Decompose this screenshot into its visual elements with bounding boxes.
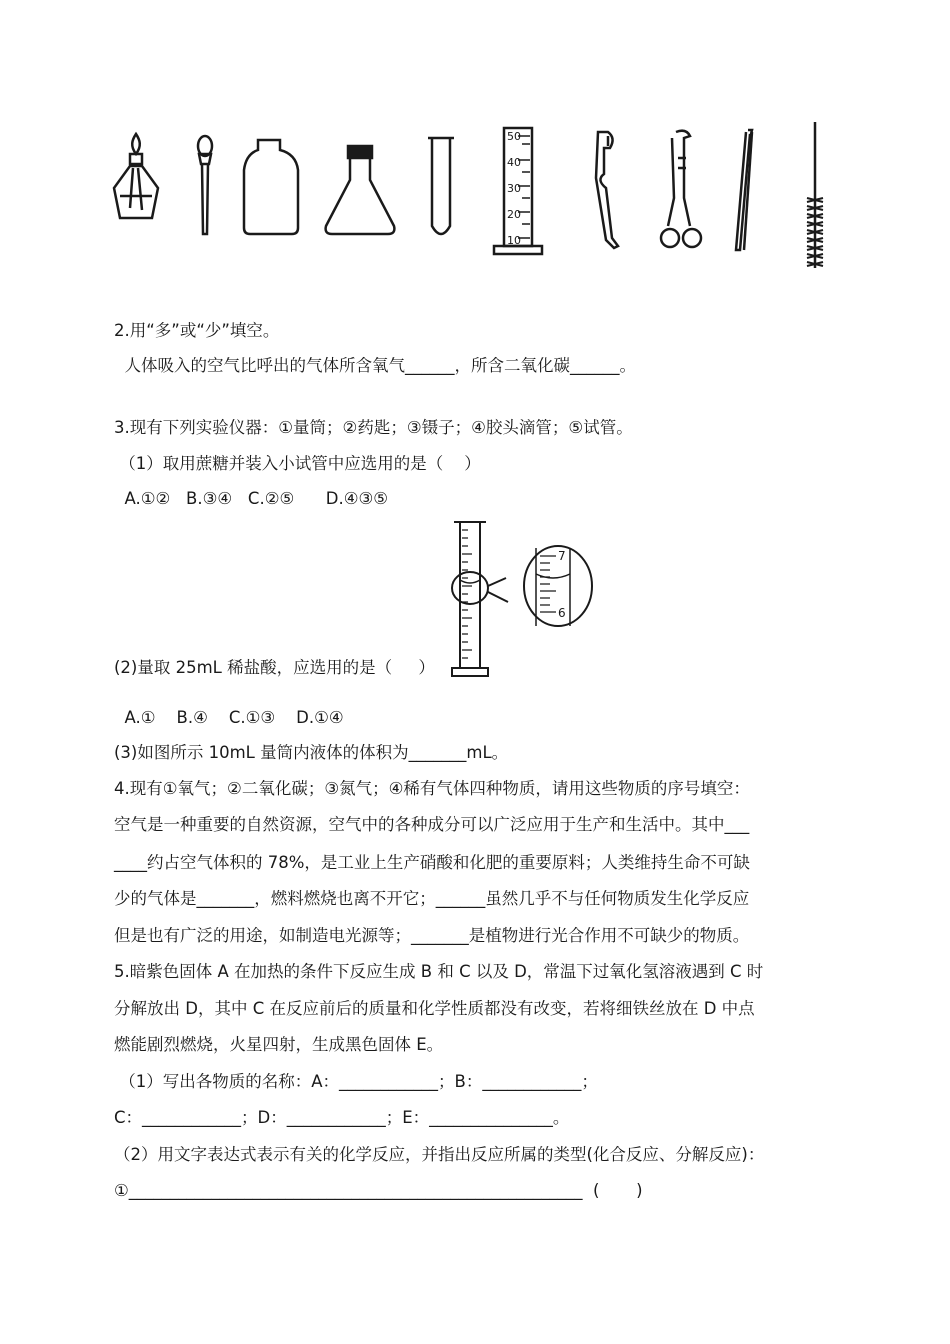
cyl-tick-50: 50 xyxy=(507,130,521,143)
q3-part1-options: A.①② B.③④ C.②⑤ D.④③⑤ xyxy=(114,489,389,508)
cyl-tick-40: 40 xyxy=(507,156,521,169)
magnified-view xyxy=(524,546,592,626)
magnified-tick-6: 6 xyxy=(558,606,566,620)
q2-body: 人体吸入的空气比呼出的气体所含氧气______，所含二氧化碳______。 xyxy=(114,356,636,375)
q3-part2: (2)量取 25mL 稀盐酸，应选用的是（ ） xyxy=(114,658,435,677)
magnify-circle-small xyxy=(452,572,488,604)
q3-part2-options: A.① B.④ C.①③ D.①④ xyxy=(114,708,344,727)
cyl-tick-20: 20 xyxy=(507,208,521,221)
reagent-bottle-icon xyxy=(244,140,298,234)
q4-body-4: 但是也有广泛的用途，如制造电光源等；_______是植物进行光合作用不可缺少的物质。 xyxy=(114,926,750,945)
dropper-icon xyxy=(198,136,212,234)
conical-flask-icon xyxy=(326,146,395,234)
alcohol-lamp-icon xyxy=(114,134,158,218)
q5-part1-cont: C：____________；D：____________；E：_______________。 xyxy=(114,1108,570,1127)
cylinder-reading-figure xyxy=(440,516,600,681)
q3-part3: (3)如图所示 10mL 量筒内液体的体积为_______mL。 xyxy=(114,743,509,762)
magnified-tick-7: 7 xyxy=(558,549,566,563)
q5-body-1: 分解放出 D，其中 C 在反应前后的质量和化学性质都没有改变，若将细铁丝放在 D 中点 xyxy=(114,999,755,1018)
q5-part2-line1: ①_______________________________________________________ ( ) xyxy=(114,1181,643,1200)
graduated-cylinder-icon xyxy=(494,128,542,254)
tweezers-icon xyxy=(736,130,752,250)
magnify-connector xyxy=(488,578,508,602)
q3-part1: （1）取用蔗糖并装入小试管中应选用的是（ ） xyxy=(114,454,481,473)
q4-body-2: ____约占空气体积的 78%，是工业上生产硝酸和化肥的重要原料；人类维持生命不可缺 xyxy=(114,853,750,872)
q5-part2: （2）用文字表达式表示有关的化学反应，并指出反应所属的类型(化合反应、分解反应)： xyxy=(114,1145,765,1164)
q4-body-1: 空气是一种重要的自然资源，空气中的各种成分可以广泛应用于生产和生活中。其中___ xyxy=(114,815,750,834)
q4-body-3: 少的气体是_______，燃料燃烧也离不开它；______虽然几乎不与任何物质发生化学反应 xyxy=(114,889,750,908)
q3-title: 3.现有下列实验仪器：①量筒；②药匙；③镊子；④胶头滴管；⑤试管。 xyxy=(114,418,633,437)
test-tube-icon xyxy=(428,138,454,234)
test-tube-brush-icon xyxy=(807,122,823,268)
test-tube-clamp-icon xyxy=(596,132,618,248)
cyl-tick-30: 30 xyxy=(507,182,521,195)
q5-body-2: 燃能剧烈燃烧，火星四射，生成黑色固体 E。 xyxy=(114,1035,444,1054)
cyl-tick-10: 10 xyxy=(507,234,521,247)
q2-title: 2.用“多”或“少”填空。 xyxy=(114,321,280,340)
q4-title: 4.现有①氧气；②二氧化碳；③氮气；④稀有气体四种物质，请用这些物质的序号填空： xyxy=(114,779,750,798)
q5-title: 5.暗紫色固体 A 在加热的条件下反应生成 B 和 C 以及 D，常温下过氧化氢溶液遇到 C 时 xyxy=(114,962,764,981)
q5-part1: （1）写出各物质的名称：A：____________；B：____________； xyxy=(114,1072,598,1091)
apparatus-illustrations xyxy=(100,118,840,278)
crucible-tongs-icon xyxy=(661,131,701,247)
